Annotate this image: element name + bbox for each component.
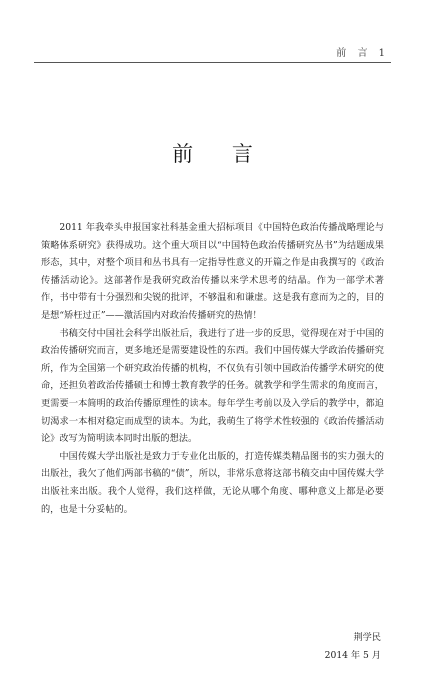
page-title: 前 言 [172, 142, 269, 166]
signature-date: 2014 年 5 月 [324, 649, 381, 661]
paragraph-3: 中国传媒大学出版社是致力于专业化出版的，打造传媒类精品图书的实力强大的出版社，我欠了他们两部书稿的“债”，所以，非常乐意将这部书稿交由中国传媒大学出版社来出版。我个人觉得，我们这样做，无论从哪个角度、哪种意义上都是必要的，也是十分妥帖的。 [41, 450, 384, 515]
author-name: 荆学民 [353, 632, 381, 643]
running-header: 前 言 1 [336, 48, 389, 59]
preface-body [41, 219, 384, 518]
signature-block [325, 629, 381, 664]
paragraph-2: 书稿交付中国社会科学出版社后，我进行了进一步的反思，觉得现在对于中国的政治传播研究而言，更多地还是需要建设性的东西。我们中国传媒大学政治传播研究所，作为全国第一个研究政治传播的机构，不仅负有引领中国政治传播学术研究的使命，还担负着政治传播硕士和博士教育教学的任务。就教学和学生需求的角度而言，更需要一本简明的政治传播原理性的读本。每年学生考前以及入学后的教学中，都迫切渴求一本相对稳定而成型的读本。为此，我萌生了将学术性较强的《政治传播活动论》改写为简明读本同时出版的想法。 [41, 327, 384, 445]
paragraph-1: 2011 年我牵头申报国家社科基金重大招标项目《中国特色政治传播战略理论与策略体系研究》获得成功。这个重大项目以“中国特色政治传播研究丛书”为结题成果形态，其中，对整个项目和丛书具有一定指导性意义的开篇之作是由我撰写的《政治传播活动论》。这部著作是我研究政治传播以来学术思考的结晶。作为一部学术著作，书中带有十分强烈和尖锐的批评，不够温和和谦虚。这是我有意而为之的，目的是想“矫枉过正”——激活国内对政治传播研究的热情！ [41, 222, 384, 321]
header-divider [34, 62, 391, 63]
